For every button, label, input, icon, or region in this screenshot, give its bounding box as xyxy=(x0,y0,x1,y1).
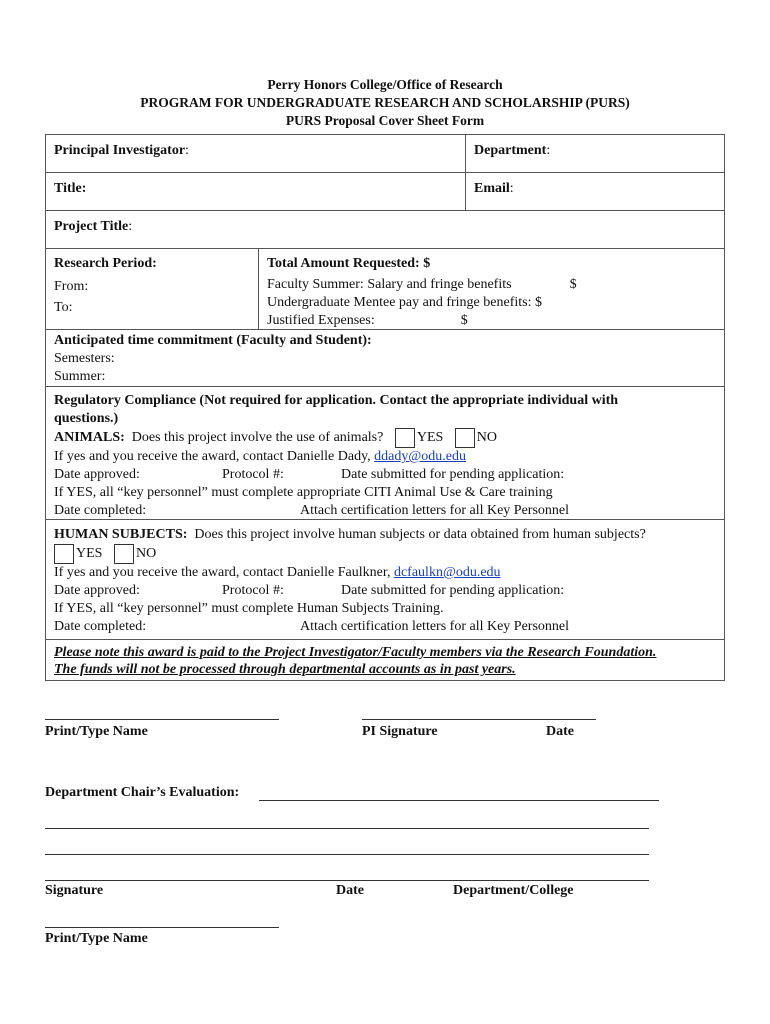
animals-email-link[interactable]: ddady@odu.edu xyxy=(374,449,466,464)
header-college: Perry Honors College/Office of Research xyxy=(267,77,503,92)
header-form-title: PURS Proposal Cover Sheet Form xyxy=(285,113,485,128)
semesters-label: Semesters: xyxy=(54,351,115,366)
header-program: PROGRAM FOR UNDERGRADUATE RESEARCH AND SCHOLARSHIP (PURS) xyxy=(140,95,630,110)
department-college-label: Department/College xyxy=(453,883,574,898)
note-line-1: Please note this award is paid to the Project Investigator/Faculty members via the Research Foundation. xyxy=(54,645,657,660)
animals-yes-checkbox[interactable] xyxy=(395,428,415,448)
human-yes-checkbox[interactable] xyxy=(54,544,74,564)
evaluation-line-2[interactable] xyxy=(45,828,649,829)
animals-question: ANIMALS: Does this project involve the use of animals? YES NO xyxy=(54,428,716,448)
email-field[interactable]: Email: xyxy=(474,181,514,196)
animals-row xyxy=(46,387,724,520)
print-name-line-2[interactable] xyxy=(45,927,279,928)
project-title-row xyxy=(46,211,724,249)
to-label: To: xyxy=(54,300,73,315)
time-commitment-row xyxy=(46,330,724,387)
animals-approval-line: Date approved: Protocol #: Date submitted for pending application: xyxy=(54,467,565,482)
animals-completed-line: Date completed: Attach certification letters for all Key Personnel xyxy=(54,503,570,518)
human-approval-line: Date approved: Protocol #: Date submitted for pending application: xyxy=(54,583,565,598)
human-no-checkbox[interactable] xyxy=(114,544,134,564)
print-name-label-2: Print/Type Name xyxy=(45,931,148,946)
human-subjects-row xyxy=(46,520,724,640)
human-contact: If yes and you receive the award, contact Danielle Faulkner, dcfaulkn@odu.edu xyxy=(54,565,501,580)
research-period-field[interactable] xyxy=(46,249,259,329)
human-email-link[interactable]: dcfaulkn@odu.edu xyxy=(393,565,501,580)
pi-field[interactable]: Principal Investigator: xyxy=(46,135,466,172)
project-title-field[interactable]: Project Title: xyxy=(54,219,133,234)
mentee-pay-line: Undergraduate Mentee pay and fringe benefits: $ xyxy=(267,295,542,310)
chair-evaluation-label: Department Chair’s Evaluation: xyxy=(45,785,240,800)
amount-field[interactable] xyxy=(259,249,724,329)
chair-evaluation-line[interactable] xyxy=(259,800,659,801)
animals-contact: If yes and you receive the award, contact Danielle Dady, ddady@odu.edu xyxy=(54,449,466,464)
from-label: From: xyxy=(54,279,89,294)
title-label: Title: xyxy=(54,181,87,196)
animals-section xyxy=(46,387,724,519)
department-label: Department xyxy=(474,143,547,158)
regulatory-heading: Regulatory Compliance (Not required for application. Contact the appropriate individual with xyxy=(54,393,619,408)
animals-no-checkbox[interactable] xyxy=(455,428,475,448)
human-completed-line: Date completed: Attach certification letters for all Key Personnel xyxy=(54,619,570,634)
animals-label: ANIMALS: xyxy=(54,430,125,446)
funding-note xyxy=(46,640,724,680)
form-header xyxy=(0,76,770,130)
summer-label: Summer: xyxy=(54,369,106,384)
department-field[interactable]: Department: xyxy=(474,143,551,158)
title-row xyxy=(46,173,724,211)
pi-label: Principal Investigator xyxy=(54,143,186,158)
pi-signature-label: PI Signature xyxy=(362,724,438,739)
note-row xyxy=(46,640,724,680)
evaluation-line-4[interactable] xyxy=(45,880,649,881)
pi-signature-line[interactable] xyxy=(362,719,596,720)
pi-row xyxy=(46,135,724,173)
funding-row xyxy=(46,249,724,330)
chair-date-label: Date xyxy=(336,883,364,898)
signature-label: Signature xyxy=(45,883,104,898)
print-name-line[interactable] xyxy=(45,719,279,720)
email-label: Email xyxy=(474,181,510,196)
justified-expenses-line: Justified Expenses: $ xyxy=(267,313,468,328)
note-line-2: The funds will not be processed through departmental accounts as in past years. xyxy=(54,662,516,677)
total-amount-label: Total Amount Requested: $ xyxy=(267,256,431,271)
title-field[interactable] xyxy=(46,173,466,210)
faculty-summer-line: Faculty Summer: Salary and fringe benefits $ xyxy=(267,277,577,292)
human-question: HUMAN SUBJECTS: Does this project involve human subjects or data obtained from human subjects? xyxy=(54,527,646,542)
time-commitment-label: Anticipated time commitment (Faculty and Student): xyxy=(54,333,372,348)
animals-citi-line: If YES, all “key personnel” must complete appropriate CITI Animal Use & Care training xyxy=(54,485,553,500)
human-training-line: If YES, all “key personnel” must complete Human Subjects Training. xyxy=(54,601,444,616)
human-subjects-section xyxy=(46,520,724,639)
research-period-label: Research Period: xyxy=(54,256,157,271)
human-subjects-label: HUMAN SUBJECTS: xyxy=(54,527,188,542)
regulatory-heading-cont: questions.) xyxy=(54,411,119,426)
time-commitment-field[interactable] xyxy=(46,330,724,386)
pi-date-label: Date xyxy=(546,724,574,739)
cover-sheet-form xyxy=(45,134,725,681)
print-name-label: Print/Type Name xyxy=(45,724,148,739)
project-title-label: Project Title xyxy=(54,219,129,234)
human-options: YES NO xyxy=(54,544,716,564)
evaluation-line-3[interactable] xyxy=(45,854,649,855)
